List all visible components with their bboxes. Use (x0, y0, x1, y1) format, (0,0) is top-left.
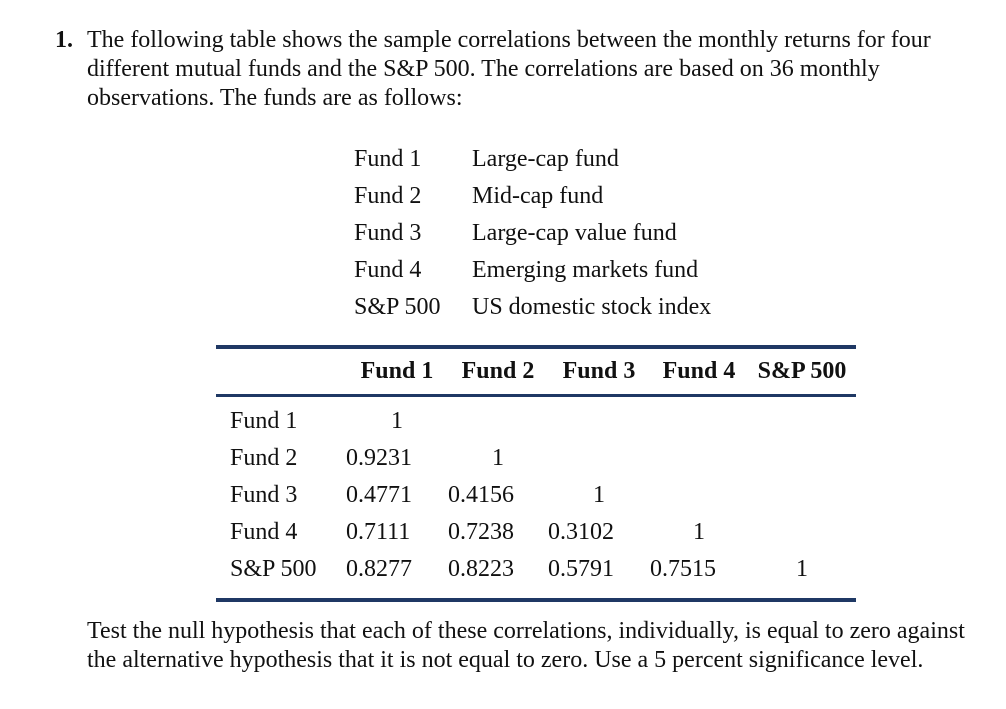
table-cell: 0.4156 (448, 482, 514, 508)
table-cell: 0.7238 (448, 519, 514, 545)
column-header: Fund 1 (360, 358, 434, 384)
fund-name: Fund 3 (354, 220, 422, 246)
fund-name: Fund 1 (354, 146, 422, 172)
fund-name: S&P 500 (354, 294, 441, 320)
table-cell: 1 (391, 408, 403, 434)
table-cell: 0.4771 (346, 482, 412, 508)
fund-row (354, 178, 711, 215)
row-label: Fund 4 (230, 519, 298, 545)
table-cell (748, 440, 856, 477)
table-header-row (216, 349, 856, 394)
table-cell (748, 514, 856, 551)
table-cell: 0.8277 (346, 556, 412, 582)
table-cell (650, 440, 748, 477)
table-cell: 0.5791 (548, 556, 614, 582)
question-intro: The following table shows the sample correlations between the monthly returns for four different mutual funds and the S&P 500. The correlations are based on 36 monthly observations. The funds are as follows: (87, 27, 931, 111)
corner-cell (216, 349, 346, 394)
row-label: Fund 3 (230, 482, 298, 508)
table-row (216, 514, 856, 551)
row-label: Fund 1 (230, 408, 298, 434)
column-header: Fund 4 (662, 358, 736, 384)
table-cell: 0.7515 (650, 556, 716, 582)
table-cell: 1 (796, 556, 808, 582)
table-cell: 1 (693, 519, 705, 545)
table-cell (748, 397, 856, 440)
table-cell: 0.3102 (548, 519, 614, 545)
table-cell: 0.8223 (448, 556, 514, 582)
column-header: Fund 2 (461, 358, 535, 384)
correlation-table (216, 345, 856, 602)
table-row (216, 397, 856, 440)
funds-list (354, 141, 711, 326)
table-cell (650, 477, 748, 514)
fund-description: US domestic stock index (472, 294, 712, 320)
table-cell: 1 (593, 482, 605, 508)
table-row (216, 477, 856, 514)
fund-row (354, 289, 711, 326)
table-cell (650, 397, 748, 440)
table-cell (748, 477, 856, 514)
column-header: Fund 3 (562, 358, 636, 384)
fund-description: Emerging markets fund (472, 257, 699, 283)
table-cell: 0.7111 (346, 519, 411, 545)
fund-description: Large-cap value fund (472, 220, 677, 246)
fund-row (354, 252, 711, 289)
question-number: 1. (55, 27, 73, 53)
row-label: S&P 500 (230, 556, 317, 582)
fund-name: Fund 2 (354, 183, 422, 209)
closing-instruction: Test the null hypothesis that each of these correlations, individually, is equal to zero against the alternative hypothesis that it is not equal to zero. Use a 5 percent significance level. (87, 618, 965, 673)
table-cell (448, 397, 548, 440)
table-cell (548, 397, 650, 440)
table-cell (548, 440, 650, 477)
table-row (216, 440, 856, 477)
question-block (55, 26, 985, 113)
fund-row (354, 141, 711, 178)
fund-name: Fund 4 (354, 257, 422, 283)
table-row (216, 551, 856, 588)
fund-row (354, 215, 711, 252)
table-bottom-rule (216, 598, 856, 602)
table-cell: 1 (492, 445, 504, 471)
fund-description: Large-cap fund (472, 146, 619, 172)
table-cell: 0.9231 (346, 445, 412, 471)
fund-description: Mid-cap fund (472, 183, 604, 209)
column-header: S&P 500 (757, 358, 847, 384)
row-label: Fund 2 (230, 445, 298, 471)
